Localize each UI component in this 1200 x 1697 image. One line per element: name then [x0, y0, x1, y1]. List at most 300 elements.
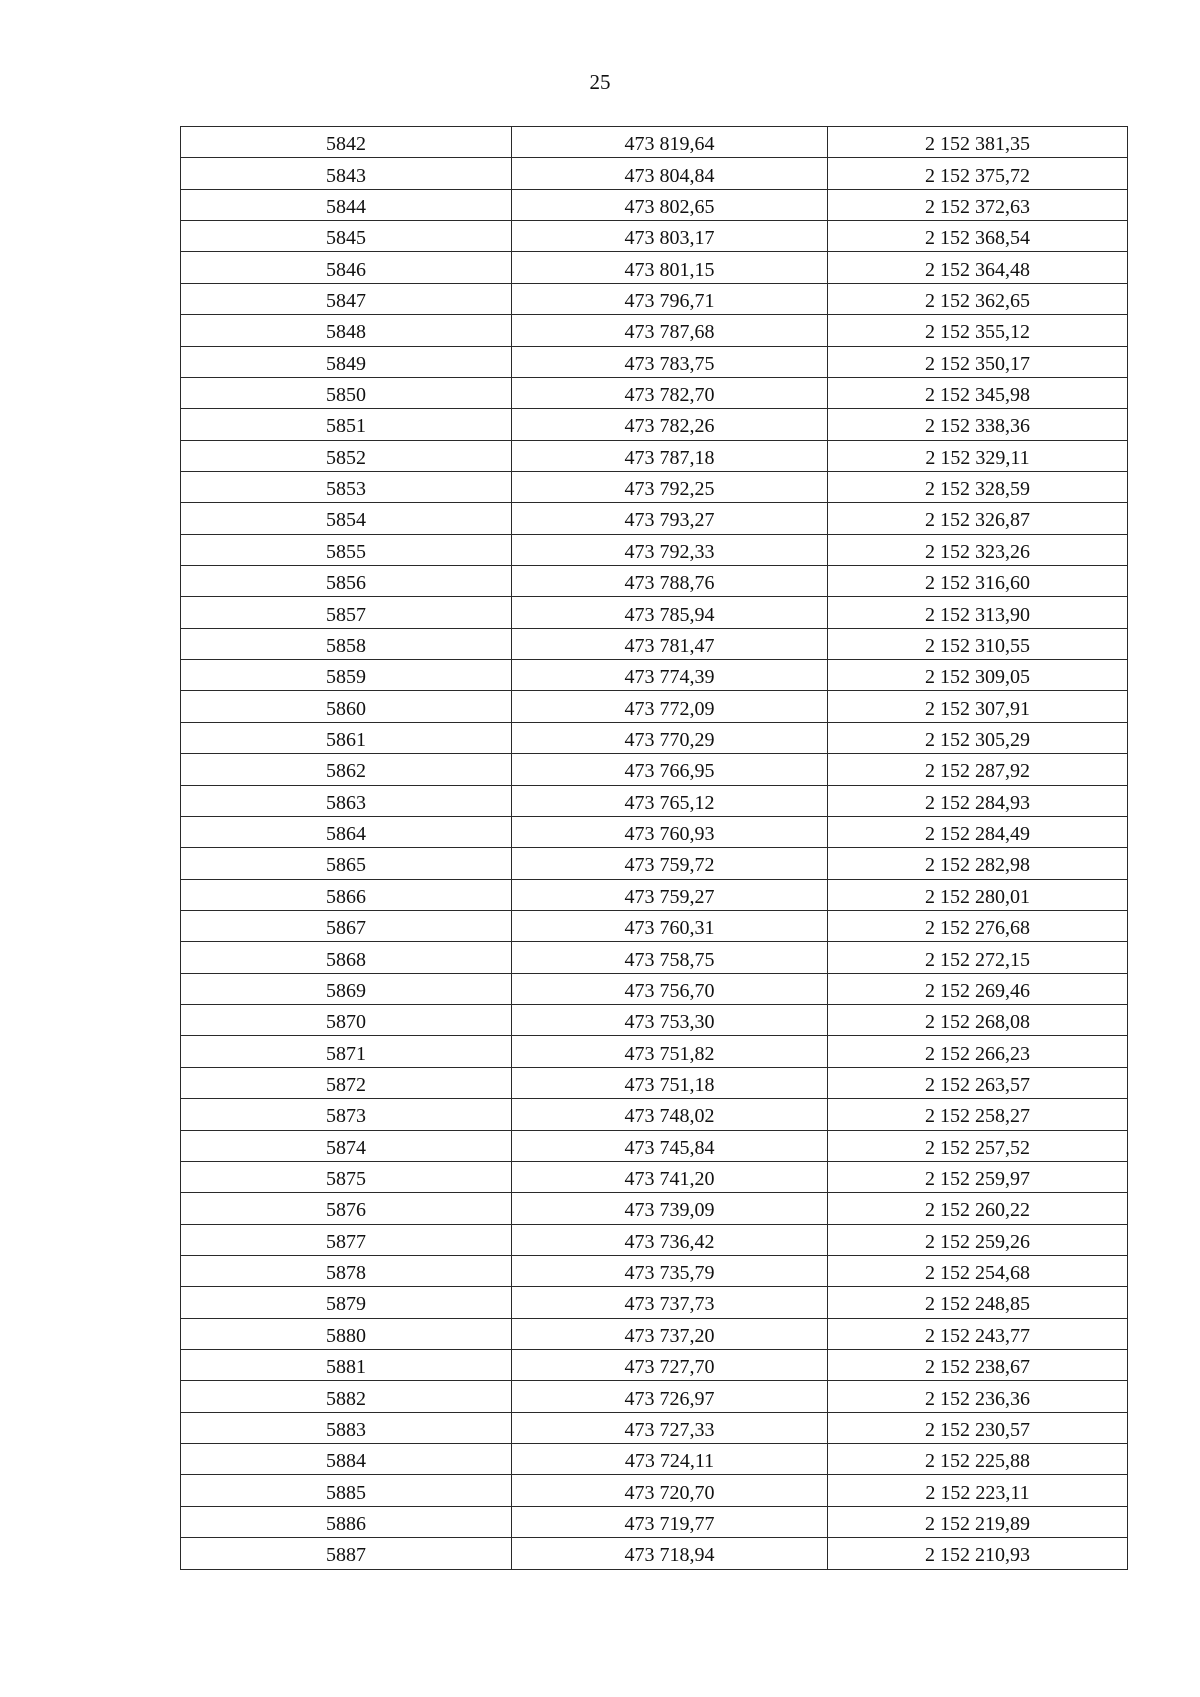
cell-text: 2 152 263,57	[925, 1073, 1030, 1096]
point-number-cell	[181, 409, 512, 440]
table-row	[181, 660, 1128, 691]
cell-text: 2 152 266,23	[925, 1042, 1030, 1065]
y-coordinate-cell	[828, 221, 1128, 252]
y-coordinate-cell	[828, 1444, 1128, 1475]
y-coordinate-cell	[828, 127, 1128, 158]
table-row	[181, 315, 1128, 346]
cell-text: 5856	[326, 572, 366, 595]
table-row	[181, 409, 1128, 440]
y-coordinate-cell	[828, 1193, 1128, 1224]
y-coordinate-cell	[828, 660, 1128, 691]
x-coordinate-cell	[512, 1318, 828, 1349]
table-row	[181, 1224, 1128, 1255]
point-number-cell	[181, 879, 512, 910]
x-coordinate-cell	[512, 1255, 828, 1286]
point-number-cell	[181, 1036, 512, 1067]
cell-text: 5855	[326, 540, 366, 563]
table-row	[181, 691, 1128, 722]
point-number-cell	[181, 566, 512, 597]
cell-text: 473 766,95	[624, 760, 715, 783]
cell-text: 5875	[326, 1168, 366, 1191]
cell-text: 473 772,09	[624, 697, 715, 720]
cell-text: 473 737,20	[624, 1324, 715, 1347]
x-coordinate-cell	[512, 597, 828, 628]
y-coordinate-cell	[828, 409, 1128, 440]
cell-text: 473 726,97	[624, 1387, 715, 1410]
table-row	[181, 628, 1128, 659]
point-number-cell	[181, 1161, 512, 1192]
cell-text: 473 756,70	[624, 979, 715, 1002]
cell-text: 2 152 326,87	[925, 509, 1030, 532]
cell-text: 473 793,27	[624, 509, 715, 532]
y-coordinate-cell	[828, 503, 1128, 534]
cell-text: 5852	[326, 446, 366, 469]
table-row	[181, 252, 1128, 283]
point-number-cell	[181, 628, 512, 659]
point-number-cell	[181, 346, 512, 377]
x-coordinate-cell	[512, 158, 828, 189]
cell-text: 5877	[326, 1230, 366, 1253]
cell-text: 5887	[326, 1544, 366, 1567]
cell-text: 5860	[326, 697, 366, 720]
cell-text: 2 152 243,77	[925, 1324, 1030, 1347]
cell-text: 473 751,18	[624, 1073, 715, 1096]
point-number-cell	[181, 1475, 512, 1506]
point-number-cell	[181, 691, 512, 722]
cell-text: 5850	[326, 384, 366, 407]
x-coordinate-cell	[512, 848, 828, 879]
x-coordinate-cell	[512, 471, 828, 502]
cell-text: 473 782,26	[624, 415, 715, 438]
cell-text: 473 788,76	[624, 572, 715, 595]
point-number-cell	[181, 910, 512, 941]
cell-text: 5873	[326, 1105, 366, 1128]
table-row	[181, 597, 1128, 628]
table-row	[181, 785, 1128, 816]
cell-text: 473 802,65	[624, 195, 715, 218]
y-coordinate-cell	[828, 377, 1128, 408]
cell-text: 473 745,84	[624, 1136, 715, 1159]
table-row	[181, 816, 1128, 847]
y-coordinate-cell	[828, 879, 1128, 910]
cell-text: 2 152 269,46	[925, 979, 1030, 1002]
x-coordinate-cell	[512, 440, 828, 471]
x-coordinate-cell	[512, 252, 828, 283]
point-number-cell	[181, 1506, 512, 1537]
cell-text: 473 759,27	[624, 885, 715, 908]
cell-text: 5879	[326, 1293, 366, 1316]
point-number-cell	[181, 973, 512, 1004]
y-coordinate-cell	[828, 315, 1128, 346]
table-row	[181, 1538, 1128, 1569]
coordinates-table-body	[181, 127, 1128, 1570]
point-number-cell	[181, 1444, 512, 1475]
y-coordinate-cell	[828, 973, 1128, 1004]
cell-text: 5874	[326, 1136, 366, 1159]
cell-text: 5870	[326, 1011, 366, 1034]
y-coordinate-cell	[828, 1381, 1128, 1412]
point-number-cell	[181, 1193, 512, 1224]
cell-text: 473 782,70	[624, 384, 715, 407]
table-row	[181, 1161, 1128, 1192]
cell-text: 2 152 210,93	[925, 1544, 1030, 1567]
table-row	[181, 973, 1128, 1004]
x-coordinate-cell	[512, 127, 828, 158]
cell-text: 2 152 272,15	[925, 948, 1030, 971]
cell-text: 5885	[326, 1481, 366, 1504]
x-coordinate-cell	[512, 660, 828, 691]
cell-text: 2 152 329,11	[925, 446, 1030, 469]
x-coordinate-cell	[512, 1381, 828, 1412]
cell-text: 2 152 355,12	[925, 321, 1030, 344]
x-coordinate-cell	[512, 221, 828, 252]
x-coordinate-cell	[512, 283, 828, 314]
x-coordinate-cell	[512, 409, 828, 440]
table-row	[181, 189, 1128, 220]
y-coordinate-cell	[828, 1005, 1128, 1036]
table-row	[181, 754, 1128, 785]
x-coordinate-cell	[512, 346, 828, 377]
table-row	[181, 503, 1128, 534]
point-number-cell	[181, 1381, 512, 1412]
y-coordinate-cell	[828, 566, 1128, 597]
x-coordinate-cell	[512, 785, 828, 816]
cell-text: 473 753,30	[624, 1011, 715, 1034]
cell-text: 5872	[326, 1073, 366, 1096]
cell-text: 2 152 238,67	[925, 1356, 1030, 1379]
cell-text: 473 760,93	[624, 823, 715, 846]
point-number-cell	[181, 221, 512, 252]
cell-text: 473 727,33	[624, 1418, 715, 1441]
cell-text: 473 792,33	[624, 540, 715, 563]
cell-text: 2 152 372,63	[925, 195, 1030, 218]
point-number-cell	[181, 1224, 512, 1255]
x-coordinate-cell	[512, 722, 828, 753]
cell-text: 5848	[326, 321, 366, 344]
cell-text: 2 152 225,88	[925, 1450, 1030, 1473]
x-coordinate-cell	[512, 1193, 828, 1224]
cell-text: 473 804,84	[624, 164, 715, 187]
x-coordinate-cell	[512, 879, 828, 910]
x-coordinate-cell	[512, 1444, 828, 1475]
cell-text: 5878	[326, 1262, 366, 1285]
point-number-cell	[181, 315, 512, 346]
table-row	[181, 1193, 1128, 1224]
cell-text: 2 152 362,65	[925, 289, 1030, 312]
cell-text: 473 727,70	[624, 1356, 715, 1379]
cell-text: 5843	[326, 164, 366, 187]
cell-text: 473 718,94	[624, 1544, 715, 1567]
cell-text: 473 770,29	[624, 729, 715, 751]
cell-text: 473 741,20	[624, 1168, 715, 1191]
x-coordinate-cell	[512, 816, 828, 847]
y-coordinate-cell	[828, 1224, 1128, 1255]
cell-text: 2 152 328,59	[925, 478, 1030, 501]
cell-text: 473 774,39	[624, 666, 715, 689]
table-row	[181, 440, 1128, 471]
cell-text: 5859	[326, 666, 366, 689]
y-coordinate-cell	[828, 1318, 1128, 1349]
y-coordinate-cell	[828, 1506, 1128, 1537]
x-coordinate-cell	[512, 1036, 828, 1067]
y-coordinate-cell	[828, 754, 1128, 785]
cell-text: 473 748,02	[624, 1105, 715, 1128]
x-coordinate-cell	[512, 315, 828, 346]
point-number-cell	[181, 252, 512, 283]
x-coordinate-cell	[512, 1099, 828, 1130]
cell-text: 5857	[326, 603, 366, 626]
cell-text: 2 152 284,93	[925, 791, 1030, 814]
x-coordinate-cell	[512, 942, 828, 973]
table-row	[181, 1005, 1128, 1036]
point-number-cell	[181, 660, 512, 691]
cell-text: 2 152 307,91	[925, 697, 1030, 720]
cell-text: 2 152 368,54	[925, 227, 1030, 250]
point-number-cell	[181, 440, 512, 471]
point-number-cell	[181, 722, 512, 753]
cell-text: 5884	[326, 1450, 366, 1473]
cell-text: 5863	[326, 791, 366, 814]
table-row	[181, 1287, 1128, 1318]
cell-text: 2 152 257,52	[925, 1136, 1030, 1159]
cell-text: 2 152 345,98	[925, 384, 1030, 407]
cell-text: 473 787,18	[624, 446, 715, 469]
y-coordinate-cell	[828, 1067, 1128, 1098]
cell-text: 2 152 276,68	[925, 917, 1030, 940]
cell-text: 5844	[326, 195, 366, 218]
cell-text: 5882	[326, 1387, 366, 1410]
x-coordinate-cell	[512, 377, 828, 408]
y-coordinate-cell	[828, 1036, 1128, 1067]
cell-text: 2 152 258,27	[925, 1105, 1030, 1128]
cell-text: 5864	[326, 823, 366, 846]
point-number-cell	[181, 816, 512, 847]
y-coordinate-cell	[828, 283, 1128, 314]
y-coordinate-cell	[828, 691, 1128, 722]
cell-text: 473 719,77	[624, 1512, 715, 1535]
cell-text: 473 801,15	[624, 258, 715, 281]
cell-text: 2 152 364,48	[925, 258, 1030, 281]
cell-text: 2 152 282,98	[925, 854, 1030, 877]
table-row	[181, 848, 1128, 879]
y-coordinate-cell	[828, 1161, 1128, 1192]
point-number-cell	[181, 1350, 512, 1381]
x-coordinate-cell	[512, 1350, 828, 1381]
x-coordinate-cell	[512, 754, 828, 785]
table-row	[181, 1412, 1128, 1443]
x-coordinate-cell	[512, 1538, 828, 1569]
cell-text: 2 152 310,55	[925, 634, 1030, 657]
cell-text: 2 152 338,36	[925, 415, 1030, 438]
cell-text: 5849	[326, 352, 366, 375]
table-row	[181, 910, 1128, 941]
cell-text: 5842	[326, 133, 366, 156]
cell-text: 473 760,31	[624, 917, 715, 940]
cell-text: 2 152 316,60	[925, 572, 1030, 595]
point-number-cell	[181, 1255, 512, 1286]
cell-text: 5845	[326, 227, 366, 250]
table-row	[181, 1350, 1128, 1381]
point-number-cell	[181, 1099, 512, 1130]
x-coordinate-cell	[512, 910, 828, 941]
cell-text: 5854	[326, 509, 366, 532]
x-coordinate-cell	[512, 973, 828, 1004]
table-row	[181, 1130, 1128, 1161]
cell-text: 473 736,42	[624, 1230, 715, 1253]
point-number-cell	[181, 1538, 512, 1569]
cell-text: 2 152 230,57	[925, 1418, 1030, 1441]
cell-text: 5871	[326, 1042, 366, 1065]
cell-text: 473 819,64	[624, 133, 715, 156]
cell-text: 473 735,79	[624, 1262, 715, 1285]
y-coordinate-cell	[828, 1255, 1128, 1286]
point-number-cell	[181, 754, 512, 785]
table-row	[181, 346, 1128, 377]
cell-text: 473 787,68	[624, 321, 715, 344]
cell-text: 5867	[326, 917, 366, 940]
cell-text: 5847	[326, 289, 366, 312]
cell-text: 2 152 381,35	[925, 133, 1030, 156]
cell-text: 473 758,75	[624, 948, 715, 971]
cell-text: 5881	[326, 1356, 366, 1379]
cell-text: 473 785,94	[624, 603, 715, 626]
point-number-cell	[181, 1130, 512, 1161]
y-coordinate-cell	[828, 1130, 1128, 1161]
cell-text: 2 152 259,97	[925, 1168, 1030, 1191]
cell-text: 473 751,82	[624, 1042, 715, 1065]
table-row	[181, 566, 1128, 597]
point-number-cell	[181, 503, 512, 534]
table-row	[181, 127, 1128, 158]
x-coordinate-cell	[512, 189, 828, 220]
x-coordinate-cell	[512, 1161, 828, 1192]
table-row	[181, 879, 1128, 910]
cell-text: 2 152 375,72	[925, 164, 1030, 187]
table-row	[181, 1475, 1128, 1506]
cell-text: 2 152 313,90	[925, 603, 1030, 626]
cell-text: 2 152 254,68	[925, 1262, 1030, 1285]
cell-text: 2 152 259,26	[925, 1230, 1030, 1253]
cell-text: 473 737,73	[624, 1293, 715, 1316]
y-coordinate-cell	[828, 942, 1128, 973]
y-coordinate-cell	[828, 722, 1128, 753]
point-number-cell	[181, 377, 512, 408]
y-coordinate-cell	[828, 440, 1128, 471]
x-coordinate-cell	[512, 628, 828, 659]
cell-text: 473 792,25	[624, 478, 715, 501]
cell-text: 473 759,72	[624, 854, 715, 877]
x-coordinate-cell	[512, 503, 828, 534]
x-coordinate-cell	[512, 534, 828, 565]
point-number-cell	[181, 597, 512, 628]
point-number-cell	[181, 848, 512, 879]
cell-text: 2 152 219,89	[925, 1512, 1030, 1535]
cell-text: 2 152 260,22	[925, 1199, 1030, 1222]
point-number-cell	[181, 158, 512, 189]
x-coordinate-cell	[512, 691, 828, 722]
point-number-cell	[181, 189, 512, 220]
point-number-cell	[181, 127, 512, 158]
cell-text: 2 152 309,05	[925, 666, 1030, 689]
point-number-cell	[181, 1005, 512, 1036]
y-coordinate-cell	[828, 1287, 1128, 1318]
cell-text: 2 152 280,01	[925, 885, 1030, 908]
cell-text: 2 152 268,08	[925, 1011, 1030, 1034]
x-coordinate-cell	[512, 1475, 828, 1506]
point-number-cell	[181, 1067, 512, 1098]
y-coordinate-cell	[828, 158, 1128, 189]
coordinates-table	[180, 126, 1128, 1570]
table-row	[181, 534, 1128, 565]
cell-text: 2 152 248,85	[925, 1293, 1030, 1316]
point-number-cell	[181, 785, 512, 816]
cell-text: 5880	[326, 1324, 366, 1347]
cell-text: 2 152 305,29	[925, 729, 1030, 751]
table-row	[181, 1036, 1128, 1067]
table-row	[181, 283, 1128, 314]
y-coordinate-cell	[828, 910, 1128, 941]
table-row	[181, 158, 1128, 189]
y-coordinate-cell	[828, 1538, 1128, 1569]
cell-text: 473 796,71	[624, 289, 715, 312]
y-coordinate-cell	[828, 1412, 1128, 1443]
y-coordinate-cell	[828, 471, 1128, 502]
cell-text: 473 781,47	[624, 634, 715, 657]
x-coordinate-cell	[512, 566, 828, 597]
cell-text: 5876	[326, 1199, 366, 1222]
y-coordinate-cell	[828, 1099, 1128, 1130]
y-coordinate-cell	[828, 1475, 1128, 1506]
cell-text: 5865	[326, 854, 366, 877]
y-coordinate-cell	[828, 346, 1128, 377]
point-number-cell	[181, 283, 512, 314]
y-coordinate-cell	[828, 628, 1128, 659]
point-number-cell	[181, 942, 512, 973]
y-coordinate-cell	[828, 1350, 1128, 1381]
x-coordinate-cell	[512, 1005, 828, 1036]
cell-text: 473 739,09	[624, 1199, 715, 1222]
point-number-cell	[181, 1412, 512, 1443]
table-row	[181, 1381, 1128, 1412]
x-coordinate-cell	[512, 1224, 828, 1255]
table-row	[181, 1099, 1128, 1130]
y-coordinate-cell	[828, 816, 1128, 847]
cell-text: 2 152 323,26	[925, 540, 1030, 563]
cell-text: 5858	[326, 634, 366, 657]
x-coordinate-cell	[512, 1412, 828, 1443]
page-number: 25	[589, 70, 611, 94]
table-row	[181, 1506, 1128, 1537]
cell-text: 473 803,17	[624, 227, 715, 250]
y-coordinate-cell	[828, 597, 1128, 628]
cell-text: 5851	[326, 415, 366, 438]
cell-text: 2 152 223,11	[925, 1481, 1030, 1504]
point-number-cell	[181, 1318, 512, 1349]
cell-text: 5861	[326, 729, 366, 751]
cell-text: 2 152 284,49	[925, 823, 1030, 846]
cell-text: 5869	[326, 979, 366, 1002]
table-row	[181, 1255, 1128, 1286]
table-row	[181, 221, 1128, 252]
cell-text: 2 152 236,36	[925, 1387, 1030, 1410]
cell-text: 5862	[326, 760, 366, 783]
y-coordinate-cell	[828, 189, 1128, 220]
x-coordinate-cell	[512, 1506, 828, 1537]
cell-text: 5853	[326, 478, 366, 501]
x-coordinate-cell	[512, 1130, 828, 1161]
table-row	[181, 1444, 1128, 1475]
cell-text: 2 152 350,17	[925, 352, 1030, 375]
